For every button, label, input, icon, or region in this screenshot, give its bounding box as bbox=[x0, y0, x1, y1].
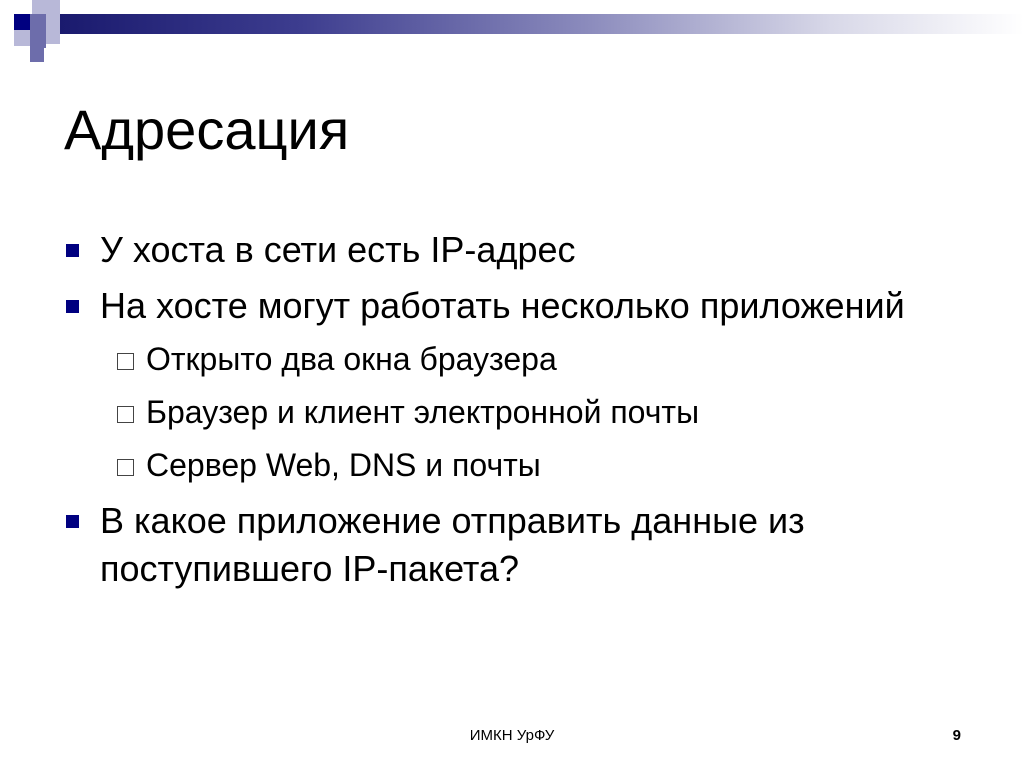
deco-square bbox=[30, 48, 44, 62]
square-bullet-icon bbox=[66, 300, 79, 313]
deco-square bbox=[46, 14, 60, 30]
sub-bullet-text: Браузер и клиент электронной почты bbox=[146, 394, 700, 430]
sub-bullet-text: Открыто два окна браузера bbox=[146, 341, 557, 377]
footer-organization: ИМКН УрФУ bbox=[469, 727, 555, 744]
deco-square bbox=[30, 32, 46, 48]
deco-square bbox=[32, 0, 46, 14]
sub-bullet-text: Сервер Web, DNS и почты bbox=[146, 447, 541, 483]
bullet-item bbox=[64, 226, 964, 274]
square-bullet-icon bbox=[66, 515, 79, 528]
top-gradient-bar bbox=[60, 14, 1024, 34]
slide-title: Адресация bbox=[64, 98, 350, 161]
square-bullet-icon bbox=[66, 244, 79, 257]
deco-square bbox=[14, 14, 30, 30]
deco-square bbox=[14, 30, 30, 46]
hollow-square-bullet-icon bbox=[117, 353, 134, 370]
bullet-text: На хосте могут работать несколько приложений bbox=[100, 285, 905, 326]
sub-bullet-list bbox=[64, 338, 964, 486]
hollow-square-bullet-icon bbox=[117, 459, 134, 476]
bullet-item bbox=[64, 497, 964, 593]
sub-bullet-item bbox=[64, 391, 964, 433]
bullet-list bbox=[64, 226, 964, 601]
sub-bullet-item bbox=[64, 444, 964, 486]
decorative-squares bbox=[0, 0, 80, 80]
sub-bullet-item bbox=[64, 338, 964, 380]
slide-number: 9 bbox=[952, 727, 961, 744]
bullet-text: В какое приложение отправить данные из поступившего IP-пакета? bbox=[100, 500, 805, 589]
hollow-square-bullet-icon bbox=[117, 406, 134, 423]
bullet-text: У хоста в сети есть IP-адрес bbox=[100, 229, 576, 270]
deco-square bbox=[46, 30, 60, 44]
bullet-item bbox=[64, 282, 964, 330]
deco-square bbox=[46, 0, 60, 14]
